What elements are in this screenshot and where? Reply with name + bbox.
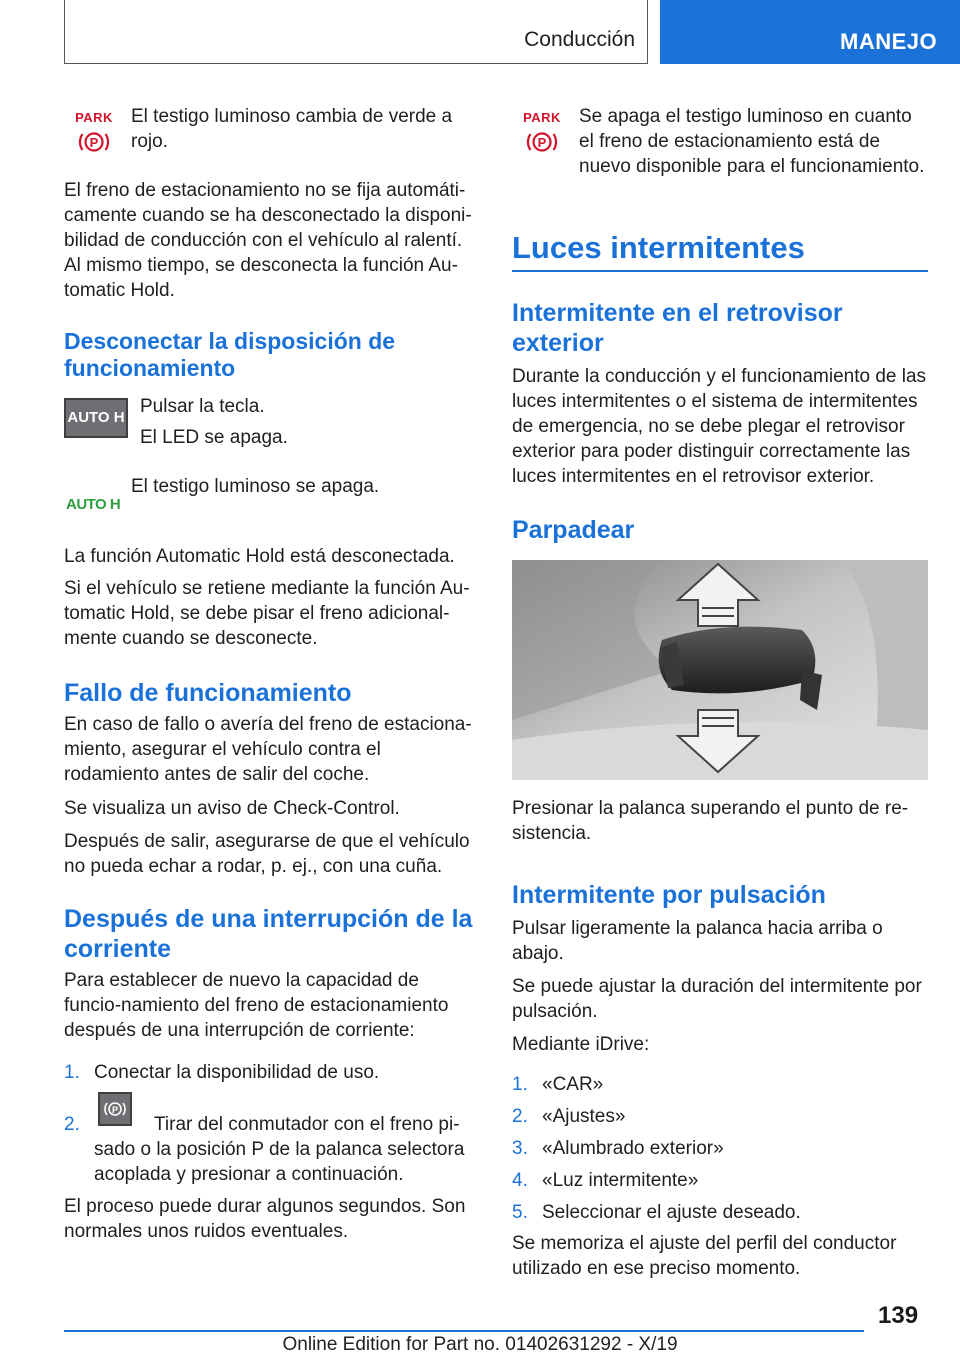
svg-text:P: P: [111, 1105, 119, 1115]
paragraph: Mediante iDrive:: [512, 1034, 650, 1055]
paragraph: Para establecer de nuevo la capacidad de funcio-namiento del freno de estacionamiento después de una interrupción de corriente:: [64, 970, 449, 1041]
list-number: 4.: [512, 1170, 528, 1191]
heading-fallo: Fallo de funcionamiento: [64, 679, 352, 707]
turn-signal-lever-image: [512, 560, 928, 780]
instruction: El LED se apaga.: [140, 427, 288, 448]
heading-parpadear: Parpadear: [512, 516, 635, 544]
list-item: Tirar del conmutador con el freno pi-sado o la posición P de la palanca selectora acoplada y presionar a continuación.: [94, 1114, 465, 1185]
heading-desconectar: Desconectar la disposición de funcionamiento: [64, 328, 396, 381]
paragraph: El freno de estacionamiento no se fija automáti-camente cuando se ha desconectado la disponi-bilidad de conducción con el vehículo al ralentí. Al mismo tiempo, se desconecta la función Au-tomatic Hold.: [64, 180, 472, 301]
header-box: [64, 0, 648, 64]
heading-rule: [512, 270, 928, 272]
chapter-tab: MANEJO: [660, 0, 960, 64]
list-number: 3.: [512, 1138, 528, 1159]
list-item: Conectar la disponibilidad de uso.: [94, 1062, 380, 1083]
auto-h-button-icon: AUTO H: [64, 398, 128, 438]
page-number: 139: [878, 1302, 919, 1329]
footer-rule: [64, 1330, 864, 1332]
park-brake-indicator-icon: PARK P: [75, 110, 113, 150]
paragraph: Presionar la palanca superando el punto de re-sistencia.: [512, 798, 909, 844]
paragraph: Se visualiza un aviso de Check-Control.: [64, 798, 400, 819]
list-item: «Ajustes»: [542, 1106, 626, 1127]
list-item: «Luz intermitente»: [542, 1170, 699, 1191]
svg-text:P: P: [537, 135, 547, 150]
paragraph: El testigo luminoso se apaga.: [131, 476, 380, 497]
paragraph: Se memoriza el ajuste del perfil del conductor utilizado en ese preciso momento.: [512, 1233, 897, 1279]
list-item: «CAR»: [542, 1074, 604, 1095]
list-number: 5.: [512, 1202, 528, 1223]
section-title: Conducción: [524, 28, 635, 51]
paragraph: Después de salir, asegurarse de que el vehículo no pueda echar a rodar, p. ej., con una cuña.: [64, 831, 470, 877]
svg-text:P: P: [89, 135, 99, 150]
paragraph: Se puede ajustar la duración del intermitente por pulsación.: [512, 976, 922, 1022]
list-item: Seleccionar el ajuste deseado.: [542, 1202, 801, 1223]
paragraph: El proceso puede durar algunos segundos. Son normales unos ruidos eventuales.: [64, 1196, 466, 1242]
paragraph: La función Automatic Hold está desconectada.: [64, 546, 455, 567]
list-number: 2.: [512, 1106, 528, 1127]
heading-luces: Luces intermitentes: [512, 230, 805, 265]
heading-retrovisor: Intermitente en el retrovisor exterior: [512, 299, 843, 357]
paragraph: Durante la conducción y el funcionamiento de las luces intermitentes o el sistema de intermitentes de emergencia, no se debe plegar el retrovisor exterior para poder distinguir correctamente las luces intermitentes en el retrovisor exterior.: [512, 366, 927, 487]
paragraph: Pulsar ligeramente la palanca hacia arriba o abajo.: [512, 918, 883, 964]
paragraph: En caso de fallo o avería del freno de estaciona-miento, asegurar el vehículo contra el rodamiento antes de salir del coche.: [64, 714, 472, 785]
park-brake-indicator-icon: PARK P: [523, 110, 561, 150]
list-number: 1.: [512, 1074, 528, 1095]
list-number: 1.: [64, 1062, 80, 1083]
auto-h-indicator-icon: AUTO H: [66, 496, 121, 513]
paragraph: Si el vehículo se retiene mediante la función Au-tomatic Hold, se debe pisar el freno adicional-mente cuando se desconecte.: [64, 578, 470, 649]
heading-interrupcion: Después de una interrupción de la corriente: [64, 905, 473, 963]
instruction: Pulsar la tecla.: [140, 396, 265, 417]
footer-edition: Online Edition for Part no. 01402631292 - X/19: [282, 1334, 678, 1355]
list-number: 2.: [64, 1114, 80, 1135]
park-red-text: El testigo luminoso cambia de verde a rojo.: [131, 106, 453, 152]
list-item: «Alumbrado exterior»: [542, 1138, 724, 1159]
heading-pulsacion: Intermitente por pulsación: [512, 881, 826, 909]
park-off-text: Se apaga el testigo luminoso en cuanto el freno de estacionamiento está de nuevo disponible para el funcionamiento.: [579, 106, 925, 177]
